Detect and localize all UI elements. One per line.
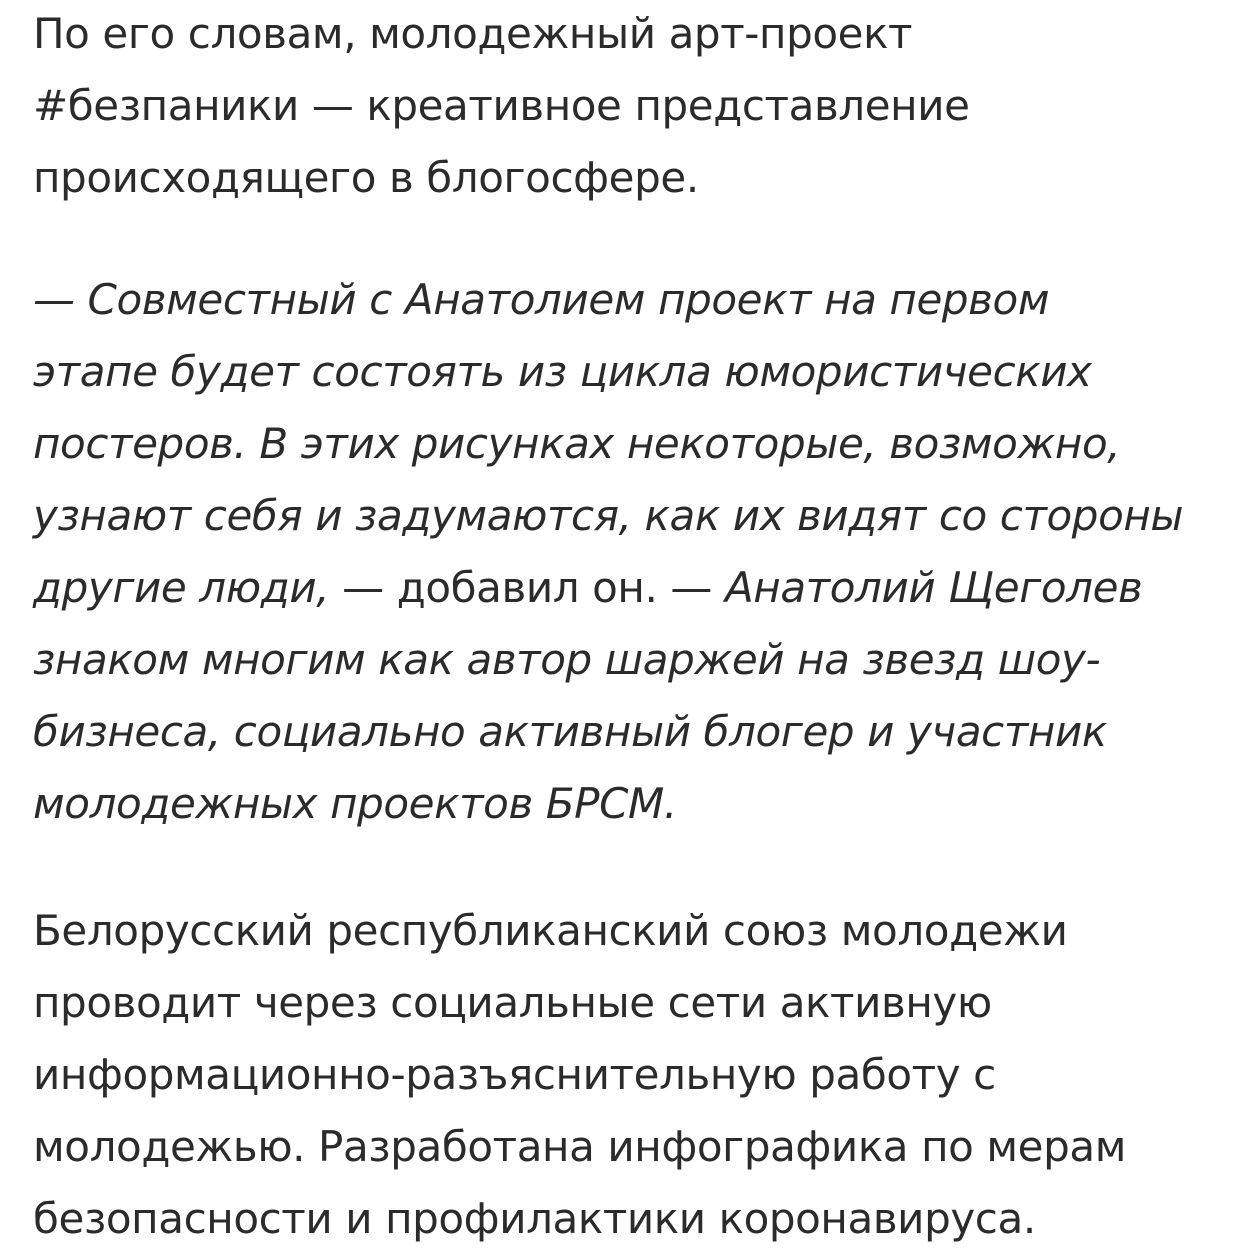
quote-line: этапе будет состоять из цикла юмористических (33, 347, 1092, 396)
quote-fragment: Анатолий Щеголев (724, 563, 1143, 612)
text-line: #безпаники — креативное представление (33, 81, 970, 130)
attribution-text: — добавил он. — (329, 563, 725, 612)
quote-line: знаком многим как автор шаржей на звезд шоу- (33, 635, 1101, 684)
text-line: безопасности и профилактики коронавируса. (33, 1194, 1036, 1243)
text-line: Белорусский республиканский союз молодежи (33, 906, 1068, 955)
text-line: информационно-разъяснительную работу с (33, 1050, 996, 1099)
text-line: проводит через социальные сети активную (33, 978, 992, 1027)
text-line: молодежью. Разработана инфографика по мерам (33, 1122, 1126, 1171)
text-line: По его словам, молодежный арт-проект (33, 9, 913, 58)
quote-line: узнают себя и задумаются, как их видят со стороны (33, 491, 1184, 540)
paragraph-intro (33, 0, 970, 214)
quote-line: молодежных проектов БРСМ. (33, 779, 677, 828)
quote-line: постеров. В этих рисунках некоторые, возможно, (33, 419, 1121, 468)
paragraph-quote (33, 264, 1183, 840)
text-line: происходящего в блогосфере. (33, 153, 699, 202)
quote-line: — Совместный с Анатолием проект на первом (33, 275, 1050, 324)
paragraph-brsm (33, 895, 1126, 1255)
quote-line-mixed (33, 552, 1183, 624)
quote-line: бизнеса, социально активный блогер и участник (33, 707, 1107, 756)
quote-fragment: другие люди, (33, 563, 330, 612)
